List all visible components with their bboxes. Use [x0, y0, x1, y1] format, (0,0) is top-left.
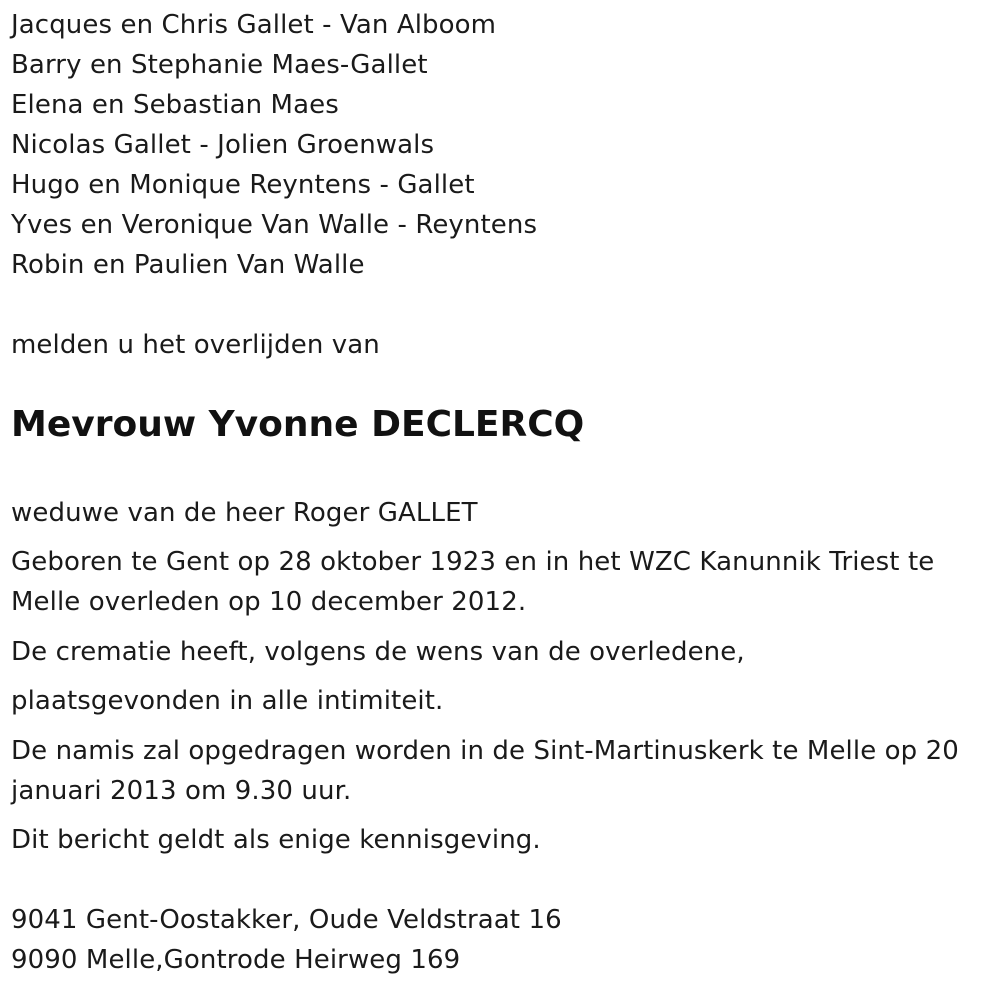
family-line: Barry en Stephanie Maes-Gallet [11, 50, 428, 80]
widow-of-text: weduwe van de heer Roger GALLET [11, 498, 478, 528]
cremation-line-2: plaatsgevonden in alle intimiteit. [11, 686, 444, 716]
family-line: Elena en Sebastian Maes [11, 90, 339, 120]
notice-text: Dit bericht geldt als enige kennisgeving. [11, 825, 541, 855]
family-line: Nicolas Gallet - Jolien Groenwals [11, 130, 435, 160]
family-line: Hugo en Monique Reyntens - Gallet [11, 170, 475, 200]
cremation-line-1: De crematie heeft, volgens de wens van de overledene, [11, 637, 745, 667]
family-line: Yves en Veronique Van Walle - Reyntens [11, 210, 538, 240]
deceased-name: Mevrouw Yvonne DECLERCQ [11, 404, 585, 445]
mass-line-2: januari 2013 om 9.30 uur. [11, 776, 352, 806]
family-line: Robin en Paulien Van Walle [11, 250, 365, 280]
address-line: 9090 Melle,Gontrode Heirweg 169 [11, 945, 461, 975]
birth-death-line-2: Melle overleden op 10 december 2012. [11, 587, 527, 617]
announcement-text: melden u het overlijden van [11, 330, 380, 360]
family-line: Jacques en Chris Gallet - Van Alboom [11, 10, 497, 40]
address-line: 9041 Gent-Oostakker, Oude Veldstraat 16 [11, 905, 562, 935]
birth-death-line-1: Geboren te Gent op 28 oktober 1923 en in het WZC Kanunnik Triest te [11, 547, 935, 577]
mass-line-1: De namis zal opgedragen worden in de Sint-Martinuskerk te Melle op 20 [11, 736, 959, 766]
